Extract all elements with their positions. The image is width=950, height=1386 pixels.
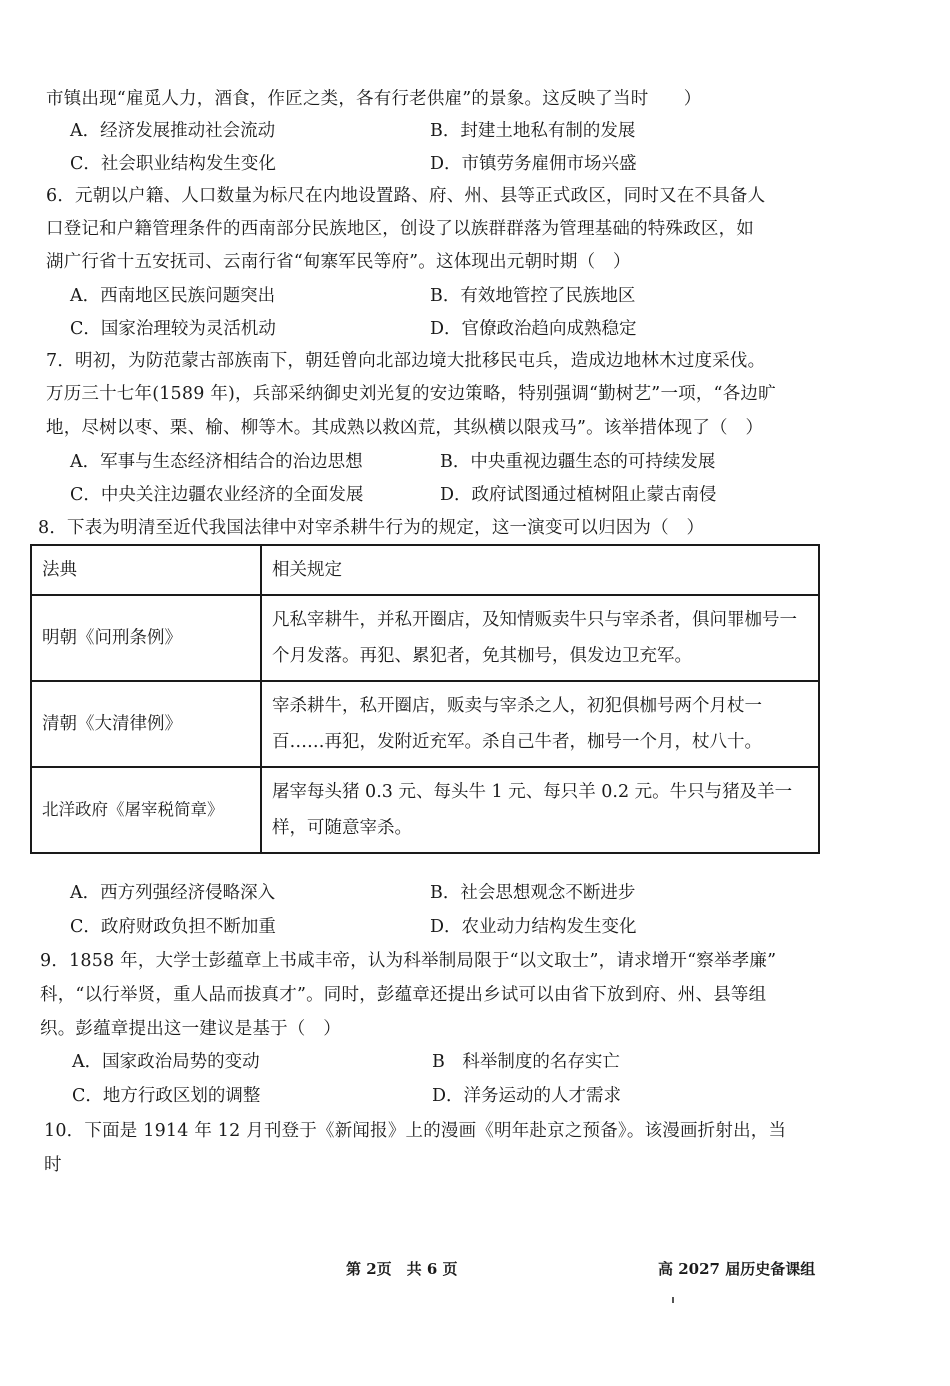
law-code-ming: 明朝《问刑条例》 — [31, 595, 261, 681]
table-row — [31, 595, 819, 681]
law-rule-qing: 宰杀耕牛，私开圈店，贩卖与宰杀之人，初犯俱枷号两个月杖一百……再犯，发附近充军。杀自己牛者，枷号一个月，杖八十。 — [261, 681, 819, 767]
q7-option-b: B．中央重视边疆生态的可持续发展 — [440, 452, 716, 472]
q9-option-d: D．洋务运动的人才需求 — [432, 1086, 622, 1106]
law-rule-ming: 凡私宰耕牛，并私开圈店，及知情贩卖牛只与宰杀者，俱问罪枷号一个月发落。再犯、累犯者，免其枷号，俱发边卫充军。 — [261, 595, 819, 681]
q5-option-b: B．封建土地私有制的发展 — [430, 121, 636, 141]
q6-stem-line-2: 口登记和户籍管理条件的西南部分民族地区，创设了以族群群落为管理基础的特殊政区，如 — [46, 219, 754, 239]
table-row — [31, 767, 819, 853]
scan-speck — [672, 1297, 674, 1303]
q9-option-a: A．国家政治局势的变动 — [72, 1052, 260, 1072]
q5-option-a: A．经济发展推动社会流动 — [70, 121, 276, 141]
q6-option-a: A．西南地区民族问题突出 — [70, 286, 276, 306]
q6-stem-line-1: 6．元朝以户籍、人口数量为标尺在内地设置路、府、州、县等正式政区，同时又在不具备人 — [46, 186, 766, 206]
q6-stem-line-3: 湖广行省十五安抚司、云南行省“甸寨军民等府”。这体现出元朝时期（ ） — [46, 252, 631, 272]
q7-option-d: D．政府试图通过植树阻止蒙古南侵 — [440, 485, 717, 505]
law-table — [30, 544, 820, 854]
q8-option-c: C．政府财政负担不断加重 — [70, 917, 276, 937]
header-cell-code: 法典 — [31, 545, 261, 595]
q8-option-d: D．农业动力结构发生变化 — [430, 917, 637, 937]
q5-option-c: C．社会职业结构发生变化 — [70, 154, 276, 174]
q7-stem-line-1: 7．明初，为防范蒙古部族南下，朝廷曾向北部边境大批移民屯兵，造成边地林木过度采伐。 — [46, 351, 766, 371]
q8-option-a: A．西方列强经济侵略深入 — [70, 883, 276, 903]
q6-option-b: B．有效地管控了民族地区 — [430, 286, 636, 306]
law-rule-beiyang: 屠宰每头猪 0.3 元、每头牛 1 元、每只羊 0.2 元。牛只与猪及羊一样，可随意宰杀。 — [261, 767, 819, 853]
q9-stem-line-1: 9．1858 年，大学士彭蕴章上书咸丰帝，认为科举制局限于“以文取士”，请求增开“察举孝廉” — [40, 951, 777, 971]
law-code-qing: 清朝《大清律例》 — [31, 681, 261, 767]
q7-stem-line-2: 万历三十七年(1589 年)，兵部采纳御史刘光复的安边策略，特别强调“勤树艺”一项，“各边旷 — [46, 384, 776, 404]
q8-stem-line: 8．下表为明清至近代我国法律中对宰杀耕牛行为的规定，这一演变可以归因为（ ） — [38, 518, 705, 538]
q7-option-a: A．军事与生态经济相结合的治边思想 — [70, 452, 363, 472]
q8-option-b: B．社会思想观念不断进步 — [430, 883, 636, 903]
page-number: 第 2页 共 6 页 — [346, 1260, 458, 1278]
q9-option-b: B 科举制度的名存实亡 — [432, 1052, 620, 1072]
q7-option-c: C．中央关注边疆农业经济的全面发展 — [70, 485, 364, 505]
course-group: 高 2027 届历史备课组 — [658, 1260, 816, 1278]
table-row — [31, 681, 819, 767]
q5-stem-line: 市镇出现“雇觅人力，酒食，作匠之类，各有行老供雇”的景象。这反映了当时 ） — [46, 89, 702, 109]
q6-option-c: C．国家治理较为灵活机动 — [70, 319, 276, 339]
q9-stem-line-2: 科，“以行举贤，重人品而拔真才”。同时，彭蕴章还提出乡试可以由省下放到府、州、县等组 — [40, 985, 767, 1005]
law-code-beiyang: 北洋政府《屠宰税简章》 — [31, 767, 261, 853]
q6-option-d: D．官僚政治趋向成熟稳定 — [430, 319, 637, 339]
q7-stem-line-3: 地，尽树以枣、栗、榆、柳等木。其成熟以救凶荒，其纵横以限戎马”。该举措体现了（ ） — [46, 418, 764, 438]
q10-stem-line-1: 10．下面是 1914 年 12 月刊登于《新闻报》上的漫画《明年赴京之预备》。该漫画折射出，当 — [44, 1121, 787, 1141]
q9-stem-line-3: 织。彭蕴章提出这一建议是基于（ ） — [40, 1019, 341, 1039]
q10-stem-line-2: 时 — [44, 1155, 62, 1175]
header-cell-rule: 相关规定 — [261, 545, 819, 595]
law-table-header — [31, 545, 819, 595]
q9-option-c: C．地方行政区划的调整 — [72, 1086, 261, 1106]
q5-option-d: D．市镇劳务雇佣市场兴盛 — [430, 154, 637, 174]
